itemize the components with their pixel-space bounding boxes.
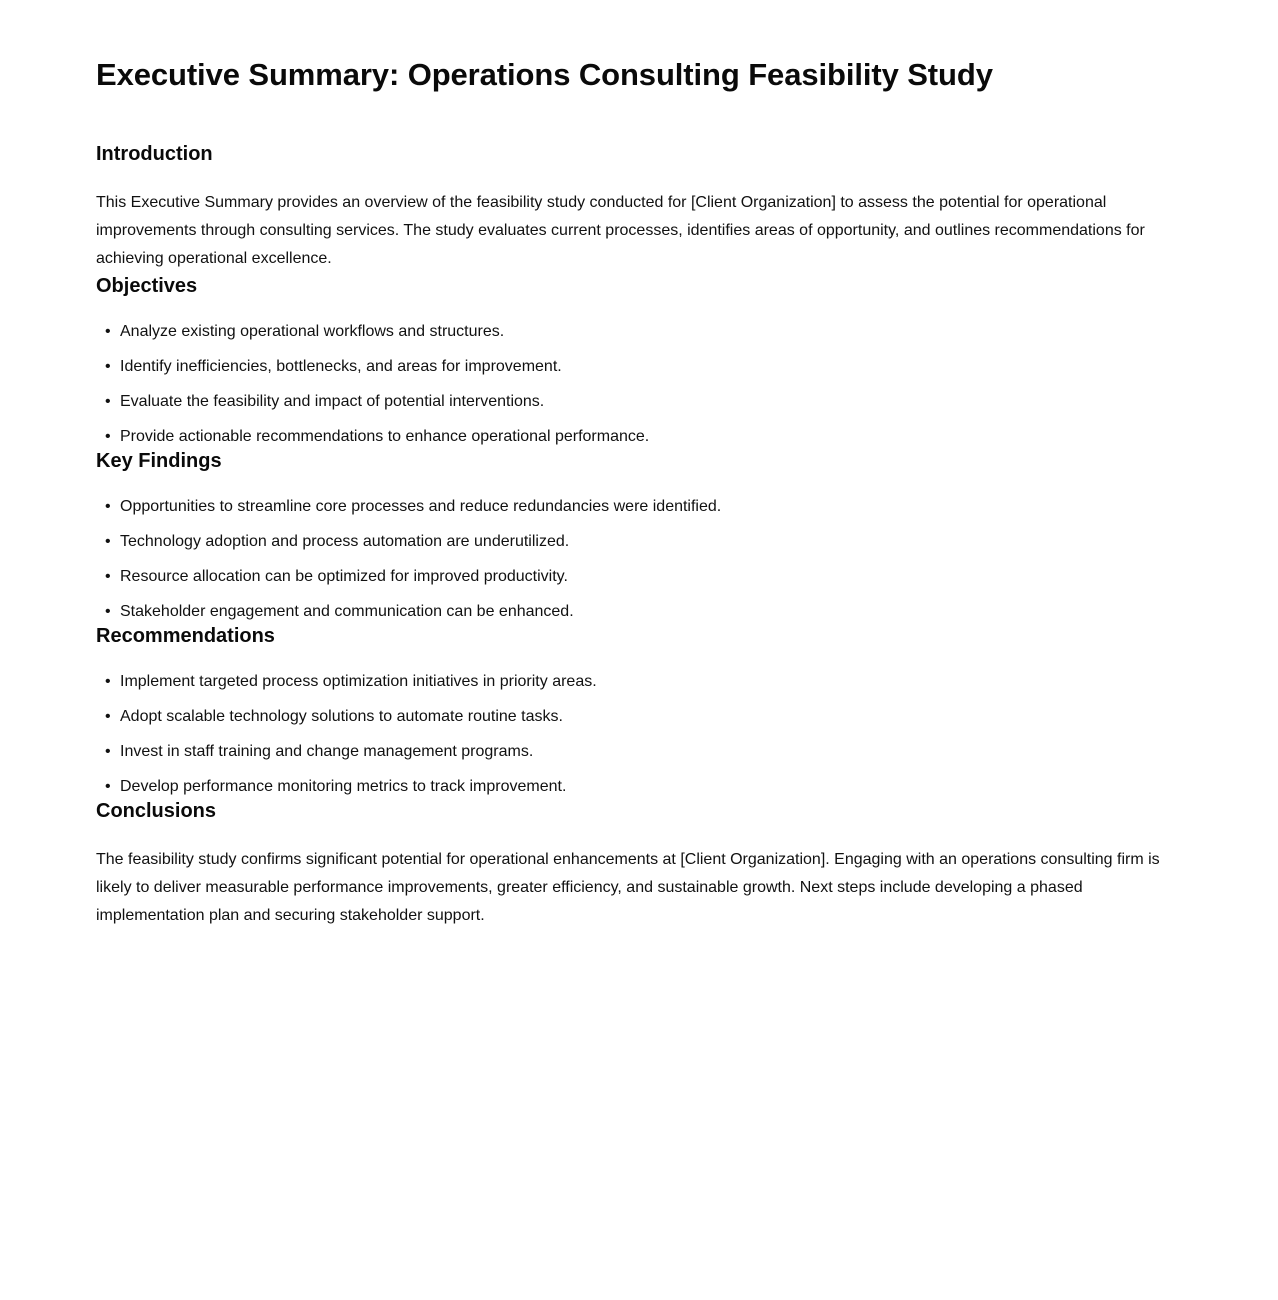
section-introduction xyxy=(96,141,1171,273)
introduction-paragraph: This Executive Summary provides an overview of the feasibility study conducted for [Client Organization] to assess the potential for operational improvements through consulting services. The study evaluates current processes, identifies areas of opportunity, and outlines recommendations for achieving operational excellence. xyxy=(96,193,1145,267)
list-item-label: Resource allocation can be optimized for improved productivity. xyxy=(120,567,568,585)
bullet-icon: • xyxy=(105,567,111,585)
bullet-icon: • xyxy=(105,322,111,340)
section-key-findings xyxy=(96,448,1171,623)
list-item-label: Implement targeted process optimization initiatives in priority areas. xyxy=(120,672,597,690)
objectives-list xyxy=(96,321,1171,448)
list-item xyxy=(96,601,1171,623)
list-item xyxy=(96,706,1171,728)
section-recommendations xyxy=(96,623,1171,798)
list-item-label: Opportunities to streamline core processes and reduce redundancies were identified. xyxy=(120,497,722,515)
recommendations-list xyxy=(96,671,1171,798)
list-item xyxy=(96,741,1171,763)
section-conclusions xyxy=(96,798,1171,930)
list-item xyxy=(96,566,1171,588)
list-item xyxy=(96,356,1171,378)
section-heading-recommendations: Recommendations xyxy=(96,624,275,647)
list-item xyxy=(96,426,1171,448)
bullet-icon: • xyxy=(105,357,111,375)
list-item xyxy=(96,776,1171,798)
bullet-icon: • xyxy=(105,602,111,620)
conclusions-paragraph: The feasibility study confirms significant potential for operational enhancements at [Client Organization]. Engaging with an operations consulting firm is likely to deliver measurable performance improvements, greater efficiency, and sustainable growth. Next steps include developing a phased implementation plan and securing stakeholder support. xyxy=(96,850,1160,924)
bullet-icon: • xyxy=(105,427,111,445)
bullet-icon: • xyxy=(105,742,111,760)
key-findings-list xyxy=(96,496,1171,623)
list-item-label: Analyze existing operational workflows and structures. xyxy=(120,322,505,340)
list-item xyxy=(96,531,1171,553)
section-heading-introduction: Introduction xyxy=(96,142,213,165)
list-item-label: Adopt scalable technology solutions to automate routine tasks. xyxy=(120,707,563,725)
section-heading-key-findings: Key Findings xyxy=(96,449,222,472)
list-item xyxy=(96,671,1171,693)
list-item xyxy=(96,391,1171,413)
list-item-label: Evaluate the feasibility and impact of potential interventions. xyxy=(120,392,545,410)
list-item-label: Stakeholder engagement and communication can be enhanced. xyxy=(120,602,574,620)
list-item xyxy=(96,321,1171,343)
section-heading-objectives: Objectives xyxy=(96,274,198,297)
section-heading-conclusions: Conclusions xyxy=(96,799,217,822)
bullet-icon: • xyxy=(105,532,111,550)
section-objectives xyxy=(96,273,1171,448)
bullet-icon: • xyxy=(105,777,111,795)
list-item-label: Provide actionable recommendations to enhance operational performance. xyxy=(120,427,650,445)
bullet-icon: • xyxy=(105,707,111,725)
list-item-label: Invest in staff training and change management programs. xyxy=(120,742,534,760)
bullet-icon: • xyxy=(105,392,111,410)
list-item-label: Identify inefficiencies, bottlenecks, and areas for improvement. xyxy=(120,357,562,375)
page-title: Executive Summary: Operations Consulting Feasibility Study xyxy=(96,57,993,92)
list-item-label: Develop performance monitoring metrics to track improvement. xyxy=(120,777,567,795)
bullet-icon: • xyxy=(105,672,111,690)
bullet-icon: • xyxy=(105,497,111,515)
list-item xyxy=(96,496,1171,518)
list-item-label: Technology adoption and process automation are underutilized. xyxy=(120,532,570,550)
